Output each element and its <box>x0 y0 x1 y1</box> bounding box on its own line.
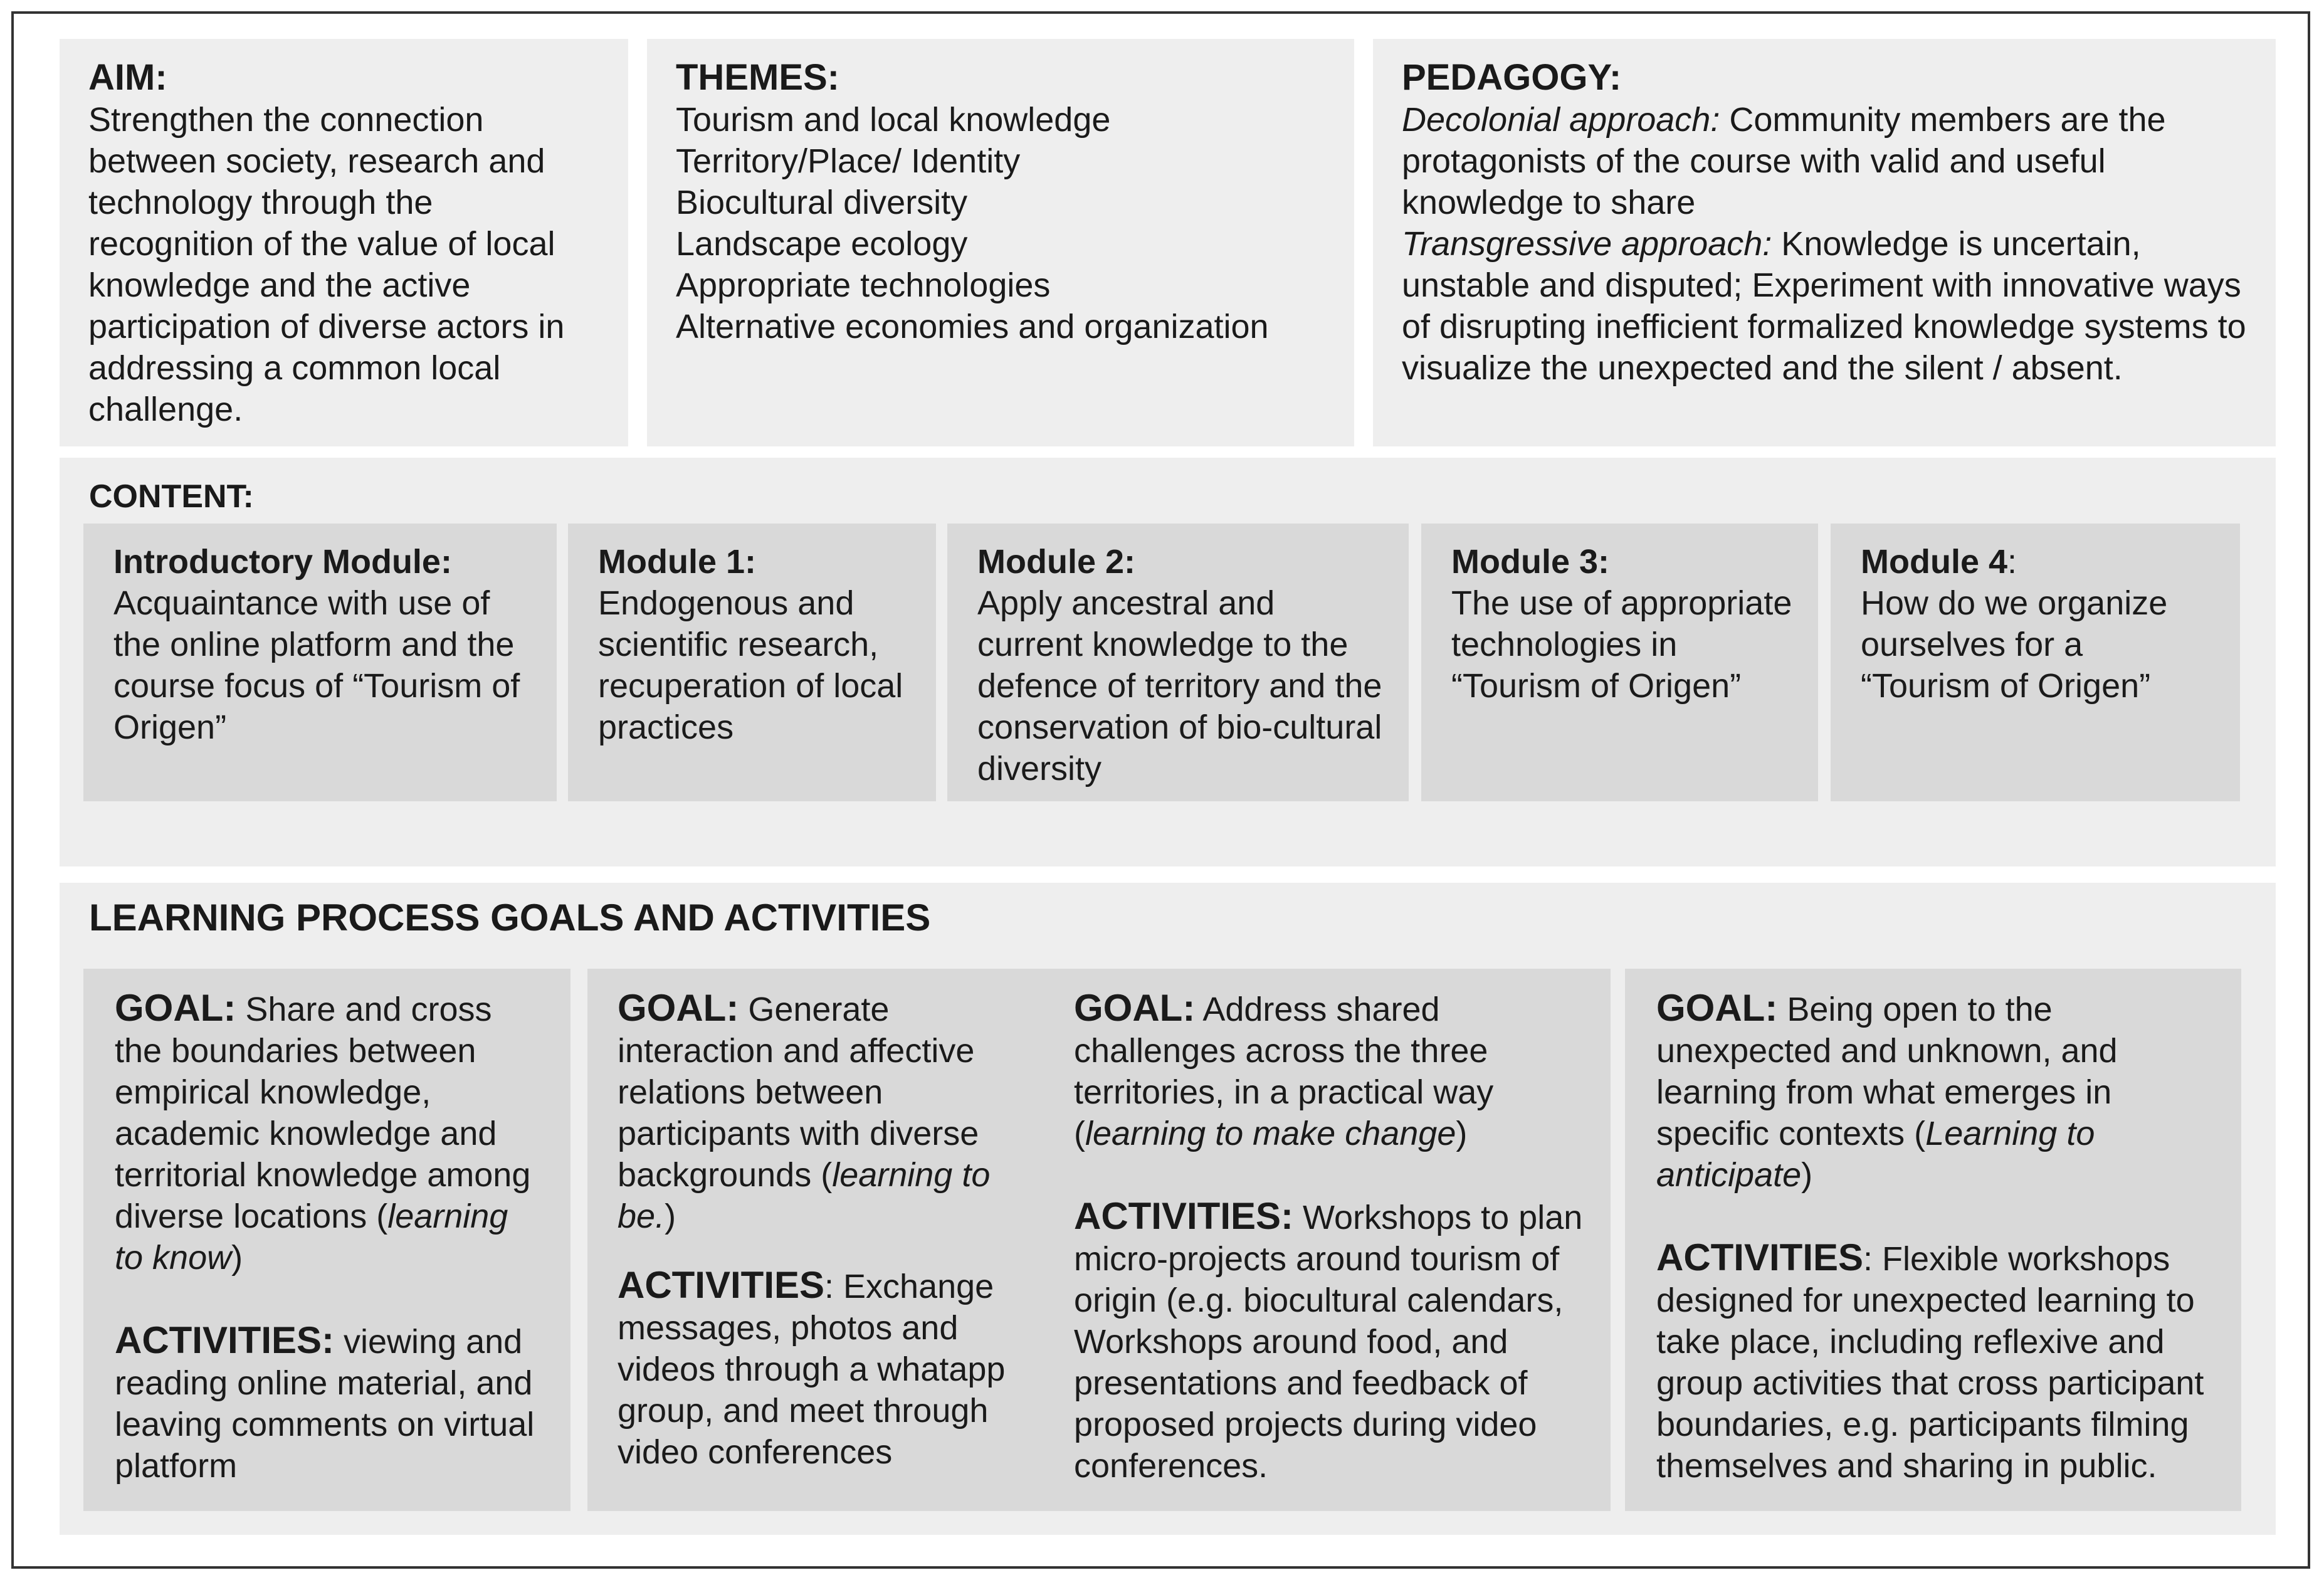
themes-box <box>647 39 1354 446</box>
module-card <box>947 524 1409 801</box>
module-title: Module 2: <box>977 543 1135 581</box>
theme-item: Territory/Place/ Identity <box>676 142 1021 180</box>
goal-text: GOAL: Being open to the unexpected and unknown, and learning from what emerges in specific contexts (Learning to anticipate) <box>1656 987 2118 1194</box>
module-title: Introductory Module: <box>113 543 452 581</box>
activities-text: ACTIVITIES: Workshops to plan micro-projects around tourism of origin (e.g. biocultural calendars, Workshops around food, and presentations and feedback of proposed projects during video conferences. <box>1074 1195 1583 1485</box>
learning-heading: LEARNING PROCESS GOALS AND ACTIVITIES <box>89 897 931 939</box>
theme-item: Appropriate technologies <box>676 266 1051 304</box>
goal-card <box>1625 969 2241 1511</box>
module-text: Apply ancestral and current knowledge to the defence of territory and the conservation of bio-cultural diversity <box>977 584 1382 787</box>
module-text: Acquaintance with use of the online platform and the course focus of “Tourism of Origen” <box>113 584 520 746</box>
goal-text: GOAL: Share and cross the boundaries between empirical knowledge, academic knowledge and territorial knowledge among diverse locations (learning to know) <box>115 987 531 1277</box>
goal-card <box>83 969 570 1511</box>
aim-text: Strengthen the connection between society, research and technology through the recognition of the value of local knowledge and the active participation of diverse actors in addressing a common local challenge. <box>88 101 565 428</box>
activities-text: ACTIVITIES: Flexible workshops designed for unexpected learning to take place, including reflexive and group activities that cross participant boundaries, e.g. participants filming themselves and sharing in public. <box>1656 1236 2204 1485</box>
aim-heading: AIM: <box>88 57 167 98</box>
module-card <box>83 524 557 801</box>
goal-text: GOAL: Address shared challenges across the three territories, in a practical way (learning to make change) <box>1074 987 1494 1152</box>
goal-text: GOAL: Generate interaction and affective relations between participants with diverse backgrounds (learning to be.) <box>618 987 991 1235</box>
pedagogy-box <box>1373 39 2276 446</box>
pedagogy-heading: PEDAGOGY: <box>1402 57 1622 98</box>
activities-text: ACTIVITIES: Exchange messages, photos and videos through a whatapp group, and meet through video conferences <box>618 1264 1006 1471</box>
theme-item: Landscape ecology <box>676 225 968 263</box>
content-heading: CONTENT: <box>89 478 254 515</box>
theme-item: Tourism and local knowledge <box>676 101 1111 139</box>
decolonial-label: Decolonial approach: <box>1402 101 1720 139</box>
decolonial-text: Community members are the protagonists of the course with valid and useful knowledge to share <box>1402 101 2166 221</box>
module-text: How do we organize ourselves for a “Tourism of Origen” <box>1861 584 2168 705</box>
aim-box <box>60 39 628 446</box>
themes-heading: THEMES: <box>676 57 839 98</box>
module-card <box>1421 524 1818 801</box>
theme-item: Biocultural diversity <box>676 184 968 221</box>
activities-text: ACTIVITIES: viewing and reading online material, and leaving comments on virtual platform <box>115 1319 535 1485</box>
theme-item: Alternative economies and organization <box>676 308 1269 345</box>
module-card <box>1831 524 2240 801</box>
themes-list <box>676 99 1325 347</box>
module-text: The use of appropriate technologies in “Tourism of Origen” <box>1451 584 1792 705</box>
pedagogy-decolonial <box>1402 99 2247 223</box>
pedagogy-transgressive <box>1402 223 2247 389</box>
module-title: Module 1: <box>598 543 756 581</box>
module-card <box>568 524 936 801</box>
module-text: Endogenous and scientific research, recuperation of local practices <box>598 584 903 746</box>
module-title: Module 4: <box>1861 543 2017 581</box>
goal-card <box>1045 969 1611 1511</box>
module-title: Module 3: <box>1451 543 1609 581</box>
transgressive-text: Knowledge is uncertain, unstable and disputed; Experiment with innovative ways of disrupting inefficient formalized knowledge systems to visualize the unexpected and the silent / absent. <box>1402 225 2246 387</box>
transgressive-label: Transgressive approach: <box>1402 225 1772 263</box>
goal-card <box>587 969 1045 1511</box>
